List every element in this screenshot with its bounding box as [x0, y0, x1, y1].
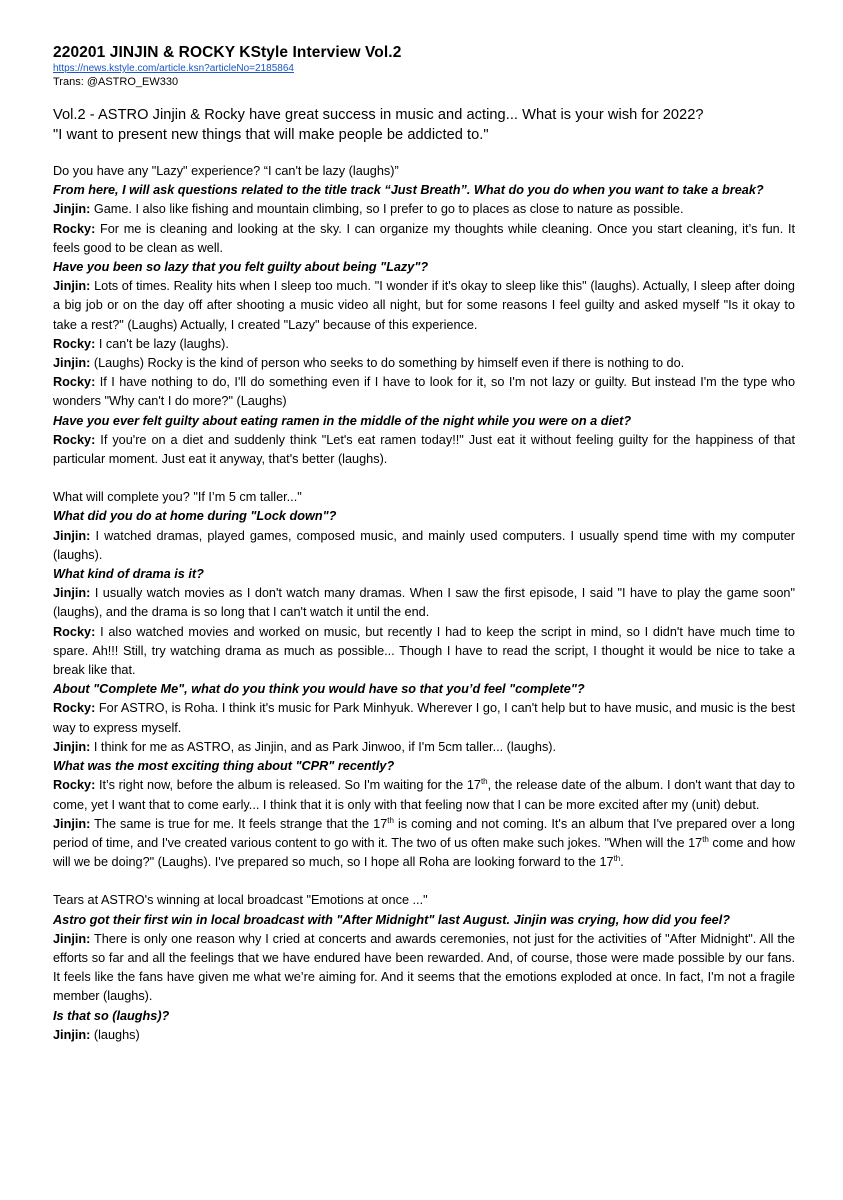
speaker-name: Rocky:: [53, 778, 96, 793]
interview-answer: [53, 815, 795, 873]
answer-text: For ASTRO, is Roha. I think it's music for Park Minhyuk. Wherever I go, I can't help but to have music, and music is the best way to express myself.: [53, 701, 795, 735]
speaker-name: Jinjin:: [53, 1027, 91, 1042]
interview-question: About "Complete Me", what do you think you would have so that you’d feel "complete"?: [53, 682, 585, 697]
speaker-name: Jinjin:: [53, 356, 91, 371]
interview-answer: [53, 623, 795, 681]
answer-text: (Laughs) Rocky is the kind of person who seeks to do something by himself even if there is nothing to do.: [90, 356, 685, 371]
article-link[interactable]: https://news.kstyle.com/article.ksn?articleNo=2185864: [53, 63, 294, 74]
section-gap: [53, 872, 795, 891]
interview-question: What kind of drama is it?: [53, 567, 204, 582]
interview-body: [53, 162, 795, 1045]
speaker-name: Rocky:: [53, 221, 96, 236]
section-heading: What will complete you? "If I’m 5 cm taller...": [53, 490, 302, 505]
speaker-name: Rocky:: [53, 375, 96, 390]
speaker-name: Rocky:: [53, 701, 96, 716]
interview-answer: [53, 930, 795, 1007]
answer-text: (laughs): [90, 1027, 140, 1042]
answer-text: , the release date of the album. I don't want that day to come, yet I want that to come early... I think that it is only with that feeling now that I can be more excited after my (unit) debut.: [53, 778, 795, 812]
answer-text: It’s right now, before the album is released. So I'm waiting for the 17: [95, 778, 481, 793]
interview-question: Have you ever felt guilty about eating ramen in the middle of the night while you were on a diet?: [53, 413, 632, 428]
document-title: 220201 JINJIN & ROCKY KStyle Interview Vol.2: [53, 44, 402, 61]
interview-question: Astro got their first win in local broadcast with "After Midnight" last August. Jinjin was crying, how did you feel?: [53, 912, 730, 927]
answer-text: If I have nothing to do, I'll do something even if I have to look for it, so I'm not lazy or guilty. But instead I'm the type who wonders "Why can't I do more?" (Laughs): [53, 375, 795, 409]
translator-credit: Trans: @ASTRO_EW330: [53, 76, 179, 88]
answer-text: Game. I also like fishing and mountain climbing, so I prefer to go to places as close to nature as possible.: [90, 202, 684, 217]
speaker-name: Jinjin:: [53, 528, 91, 543]
answer-text: I watched dramas, played games, composed music, and mainly used computers. I usually spend time with my computer (laughs).: [53, 528, 795, 562]
interview-question: What did you do at home during "Lock down"?: [53, 509, 337, 524]
answer-text: I can't be lazy (laughs).: [95, 336, 229, 351]
speaker-name: Rocky:: [53, 336, 96, 351]
interview-answer: [53, 431, 795, 469]
interview-question: Is that so (laughs)?: [53, 1008, 170, 1023]
interview-question: From here, I will ask questions related to the title track “Just Breath”. What do you do when you want to take a break?: [53, 183, 764, 198]
ordinal-suffix: th: [387, 815, 394, 825]
interview-answer: [53, 584, 795, 622]
answer-text: I usually watch movies as I don't watch many dramas. When I saw the first episode, I said "I have to play the game soon" (laughs), and the drama is so long that I can't watch it until the end.: [53, 586, 795, 620]
article-headline: [53, 105, 795, 145]
interview-answer: [53, 527, 795, 565]
speaker-name: Rocky:: [53, 624, 96, 639]
interview-answer: [53, 220, 795, 258]
interview-answer: [53, 738, 795, 757]
interview-answer: [53, 776, 795, 814]
interview-answer: [53, 277, 795, 335]
interview-question: Have you been so lazy that you felt guilty about being "Lazy"?: [53, 260, 429, 275]
answer-text: The same is true for me. It feels strange that the 17: [90, 816, 388, 831]
answer-text: I also watched movies and worked on music, but recently I had to keep the script in mind, so I didn't have much time to spare. Ah!!! Still, try watching drama as much as possible... Though I have to read the script, I thought it would be nice to take a break like that.: [53, 624, 795, 678]
document-page: [53, 43, 795, 1045]
answer-text: come and how will we be doing?" (Laughs). I've prepared so much, so I hope all Roha are looking forward to the 17: [53, 835, 795, 870]
section-heading: Tears at ASTRO's winning at local broadcast "Emotions at once ...": [53, 893, 428, 908]
headline-line-1: Vol.2 - ASTRO Jinjin & Rocky have great success in music and acting... What is your wish for 2022?: [53, 107, 704, 123]
interview-question: What was the most exciting thing about "CPR" recently?: [53, 759, 395, 774]
speaker-name: Rocky:: [53, 432, 96, 447]
interview-answer: [53, 354, 795, 373]
interview-answer: [53, 699, 795, 737]
speaker-name: Jinjin:: [53, 931, 91, 946]
speaker-name: Jinjin:: [53, 739, 91, 754]
speaker-name: Jinjin:: [53, 279, 91, 294]
answer-text: I think for me as ASTRO, as Jinjin, and as Park Jinwoo, if I'm 5cm taller... (laughs).: [90, 739, 557, 754]
answer-text: is coming and not coming. It's an album that I've prepared over a long period of time, and I've created various content to go with it. The two of us often make such jokes. "When will the 17: [53, 816, 795, 850]
answer-text: Lots of times. Reality hits when I sleep too much. "I wonder if it's okay to sleep like this" (laughs). Actually, I sleep after doing a big job or on the day off after shooting a music video all night, but for some reasons I feel guilty and asked myself "Is it okay to take a rest?" (Laughs) Actually, I created "Lazy" because of this experience.: [53, 279, 795, 332]
headline-line-2: "I want to present new things that will make people be addicted to.": [53, 127, 489, 143]
ordinal-suffix: th: [613, 853, 621, 863]
speaker-name: Jinjin:: [53, 586, 91, 601]
section-heading: Do you have any "Lazy" experience? “I can't be lazy (laughs)”: [53, 164, 399, 178]
interview-answer: [53, 200, 795, 219]
ordinal-suffix: th: [702, 834, 709, 844]
speaker-name: Jinjin:: [53, 816, 91, 831]
ordinal-suffix: th: [480, 777, 488, 787]
answer-text: .: [620, 855, 624, 870]
answer-text: For me is cleaning and looking at the sky. I can organize my thoughts while cleaning. Once you start cleaning, it’s fun. It feels good to be clean as well.: [53, 221, 795, 255]
interview-answer: [53, 1026, 795, 1045]
section-gap: [53, 469, 795, 488]
interview-answer: [53, 335, 795, 354]
speaker-name: Jinjin:: [53, 202, 91, 217]
interview-answer: [53, 373, 795, 411]
answer-text: If you're on a diet and suddenly think "Let's eat ramen today!!" Just eat it without feeling guilty for the happiness of that particular moment. Just eat it anyway, that's better (laughs).: [53, 432, 795, 467]
answer-text: There is only one reason why I cried at concerts and awards ceremonies, not just for the activities of "After Midnight". All the efforts so far and all the feelings that we have endured have been rewarded. And, of course, those were made possible by our fans. It feels like the fans have given me what we’re aiming for. And it seems that the emotions exploded at once. In fact, I'm not a fragile member (laughs).: [53, 931, 795, 1004]
